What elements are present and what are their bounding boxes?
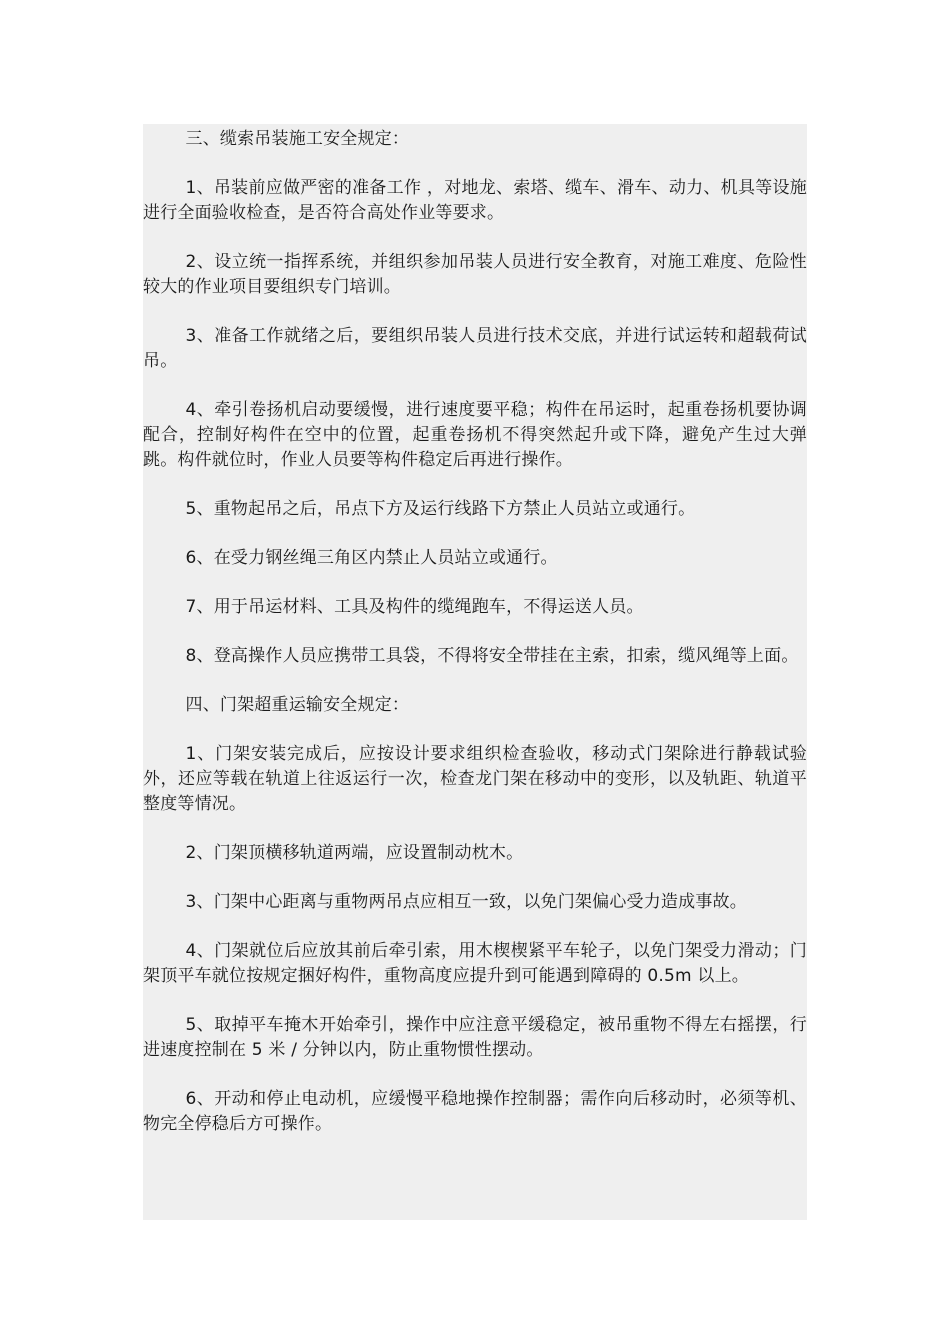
paragraph-4-5: 5、取掉平车掩木开始牵引，操作中应注意平缓稳定，被吊重物不得左右摇摆，行进速度控制在 5 米 / 分钟以内，防止重物惯性摆动。: [143, 1015, 807, 1060]
document-content: [143, 124, 807, 1220]
paragraph-3-3: 3、准备工作就绪之后，要组织吊装人员进行技术交底，并进行试运转和超载荷试吊。: [143, 326, 807, 371]
paragraph-4-1: 1、门架安装完成后，应按设计要求组织检查验收，移动式门架除进行静载试验外，还应等载在轨道上往返运行一次，检查龙门架在移动中的变形，以及轨距、轨道平整度等情况。: [143, 744, 807, 814]
paragraph-3-8: 8、登高操作人员应携带工具袋，不得将安全带挂在主索，扣索，缆风绳等上面。: [185, 646, 799, 666]
paragraph-3-2: 2、设立统一指挥系统，并组织参加吊装人员进行安全教育，对施工难度、危险性较大的作业项目要组织专门培训。: [143, 252, 807, 297]
paragraph-3-4: 4、牵引卷扬机启动要缓慢，进行速度要平稳；构件在吊运时，起重卷扬机要协调配合，控制好构件在空中的位置，起重卷扬机不得突然起升或下降，避免产生过大弹跳。构件就位时，作业人员要等构件稳定后再进行操作。: [143, 400, 807, 470]
paragraph-4-3: 3、门架中心距离与重物两吊点应相互一致，以免门架偏心受力造成事故。: [185, 892, 747, 912]
section-heading-3: 三、缆索吊装施工安全规定：: [185, 129, 410, 149]
paragraph-3-7: 7、用于吊运材料、工具及构件的缆绳跑车，不得运送人员。: [185, 597, 644, 617]
paragraph-4-4: 4、门架就位后应放其前后牵引索，用木楔楔紧平车轮子，以免门架受力滑动；门架顶平车就位按规定捆好构件，重物高度应提升到可能遇到障碍的 0.5m 以上。: [143, 941, 807, 986]
paragraph-4-6: 6、开动和停止电动机，应缓慢平稳地操作控制器；需作向后移动时，必须等机、物完全停稳后方可操作。: [143, 1089, 807, 1134]
paragraph-3-1: 1、吊装前应做严密的准备工作 ，对地龙、索塔、缆车、滑车、动力、机具等设施进行全面验收检查，是否符合高处作业等要求。: [143, 178, 807, 223]
section-heading-4: 四、门架超重运输安全规定：: [185, 695, 410, 715]
paragraph-3-5: 5、重物起吊之后，吊点下方及运行线路下方禁止人员站立或通行。: [185, 499, 696, 519]
paragraph-4-2: 2、门架顶横移轨道两端，应设置制动枕木。: [185, 843, 524, 863]
paragraph-3-6: 6、在受力钢丝绳三角区内禁止人员站立或通行。: [185, 548, 558, 568]
